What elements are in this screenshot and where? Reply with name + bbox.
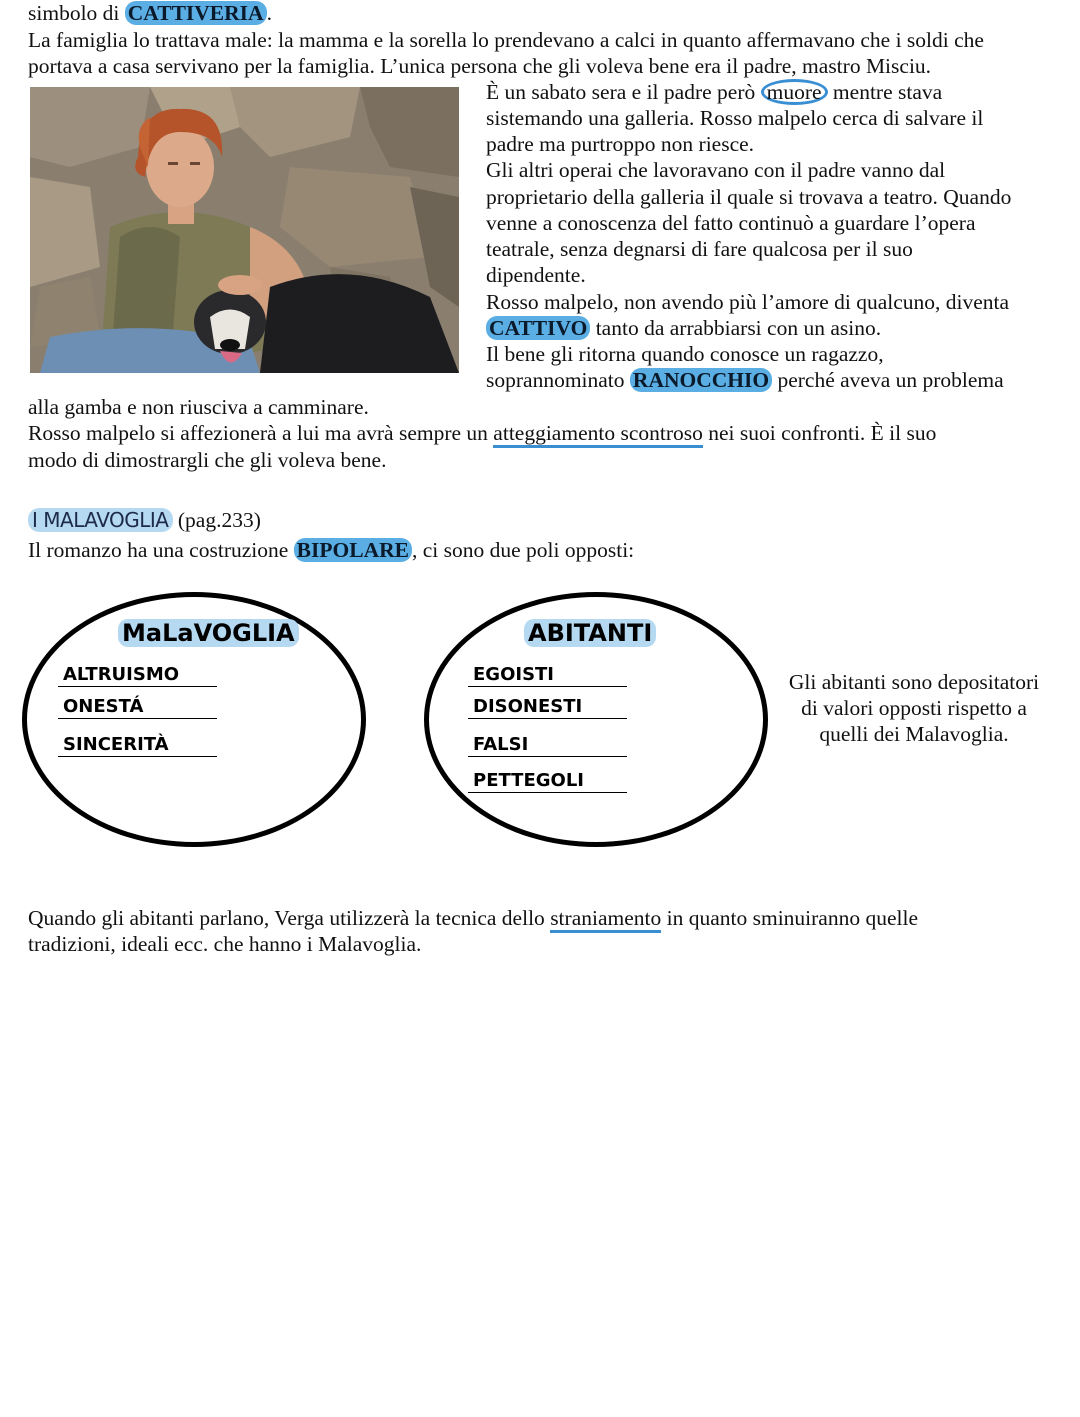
paragraph-line: padre ma purtroppo non riesce. xyxy=(486,132,755,156)
paragraph-line: Rosso malpelo, non avendo più l’amore di qualcuno, diventa xyxy=(486,290,1010,314)
paragraph-line: La famiglia lo trattava male: la mamma e la sorella lo prendevano a calci in quanto affermavano che i soldi che xyxy=(28,28,984,52)
paragraph-line xyxy=(28,420,936,446)
keyword-cattiveria: CATTIVERIA xyxy=(125,1,267,25)
paragraph-line xyxy=(28,537,634,563)
keyword-cattivo: CATTIVO xyxy=(486,316,590,340)
text: Rosso malpelo si affezionerà a lui ma avrà sempre un xyxy=(28,421,494,445)
underlined-atteggiamento-scontroso: atteggiamento scontroso xyxy=(493,421,703,448)
text: tanto da arrabbiarsi con un asino. xyxy=(590,316,882,340)
text: mentre stava xyxy=(827,80,943,104)
photo-illustration xyxy=(30,87,459,373)
section-heading xyxy=(28,507,261,533)
keyword-ranocchio: RANOCCHIO xyxy=(630,368,772,392)
paragraph-line xyxy=(486,367,1004,393)
text: Quando gli abitanti parlano, Verga utilizzerà la tecnica dello xyxy=(28,906,551,930)
malavoglia-oval-title: MaLaVOGLIA xyxy=(118,619,299,647)
text: perché aveva un problema xyxy=(772,368,1004,392)
paragraph-line: dipendente. xyxy=(486,263,586,287)
paragraph-line: proprietario della galleria il quale si trovava a teatro. Quando xyxy=(486,185,1012,209)
paragraph-line: alla gamba e non riusciva a camminare. xyxy=(28,395,369,419)
paragraph-line: portava a casa servivano per la famiglia. L’unica persona che gli voleva bene era il padre, mastro Misciu. xyxy=(28,54,932,78)
line-simbolo xyxy=(28,0,272,26)
paragraph-line: Gli altri operai che lavoravano con il padre vanno dal xyxy=(486,158,946,182)
malavoglia-value: ALTRUISMO xyxy=(58,664,217,687)
page-reference: (pag.233) xyxy=(172,508,261,532)
keyword-muore-circled: muore xyxy=(761,79,828,105)
abitanti-value: PETTEGOLI xyxy=(468,770,627,793)
text: nei suoi confronti. È il suo xyxy=(702,421,937,445)
paragraph-line xyxy=(486,315,881,341)
text: in quanto sminuiranno quelle xyxy=(661,906,919,930)
paragraph-line: teatrale, senza degnarsi di fare qualcosa per il suo xyxy=(486,237,913,261)
section-title-malavoglia: I MALAVOGLIA xyxy=(28,508,173,532)
text: soprannominato xyxy=(486,368,630,392)
diagram-note: Gli abitanti sono depositatori di valori opposti rispetto a quelli dei Malavoglia. xyxy=(788,670,1040,746)
text: . xyxy=(266,1,272,25)
malavoglia-value: SINCERITÀ xyxy=(58,734,217,757)
underlined-straniamento: straniamento xyxy=(550,906,661,933)
malavoglia-value: ONESTÁ xyxy=(58,696,217,719)
keyword-bipolare: BIPOLARE xyxy=(294,538,412,562)
boy-with-dog-photo xyxy=(30,87,459,373)
paragraph-line: modo di dimostrargli che gli voleva bene. xyxy=(28,448,387,472)
abitanti-value: FALSI xyxy=(468,734,627,757)
text: Il romanzo ha una costruzione xyxy=(28,538,294,562)
abitanti-value: DISONESTI xyxy=(468,696,627,719)
text: simbolo di xyxy=(28,1,125,25)
text: È un sabato sera e il padre però xyxy=(486,80,761,104)
text: , ci sono due poli opposti: xyxy=(411,538,635,562)
paragraph-line: venne a conoscenza del fatto continuò a guardare l’opera xyxy=(486,211,976,235)
abitanti-value: EGOISTI xyxy=(468,664,627,687)
paragraph-line: tradizioni, ideali ecc. che hanno i Malavoglia. xyxy=(28,932,422,956)
paragraph-line: Il bene gli ritorna quando conosce un ragazzo, xyxy=(486,342,884,366)
abitanti-oval-title: ABITANTI xyxy=(524,619,656,647)
paragraph-line xyxy=(486,79,942,105)
paragraph-line xyxy=(28,905,918,931)
paragraph-line: sistemando una galleria. Rosso malpelo cerca di salvare il xyxy=(486,106,984,130)
